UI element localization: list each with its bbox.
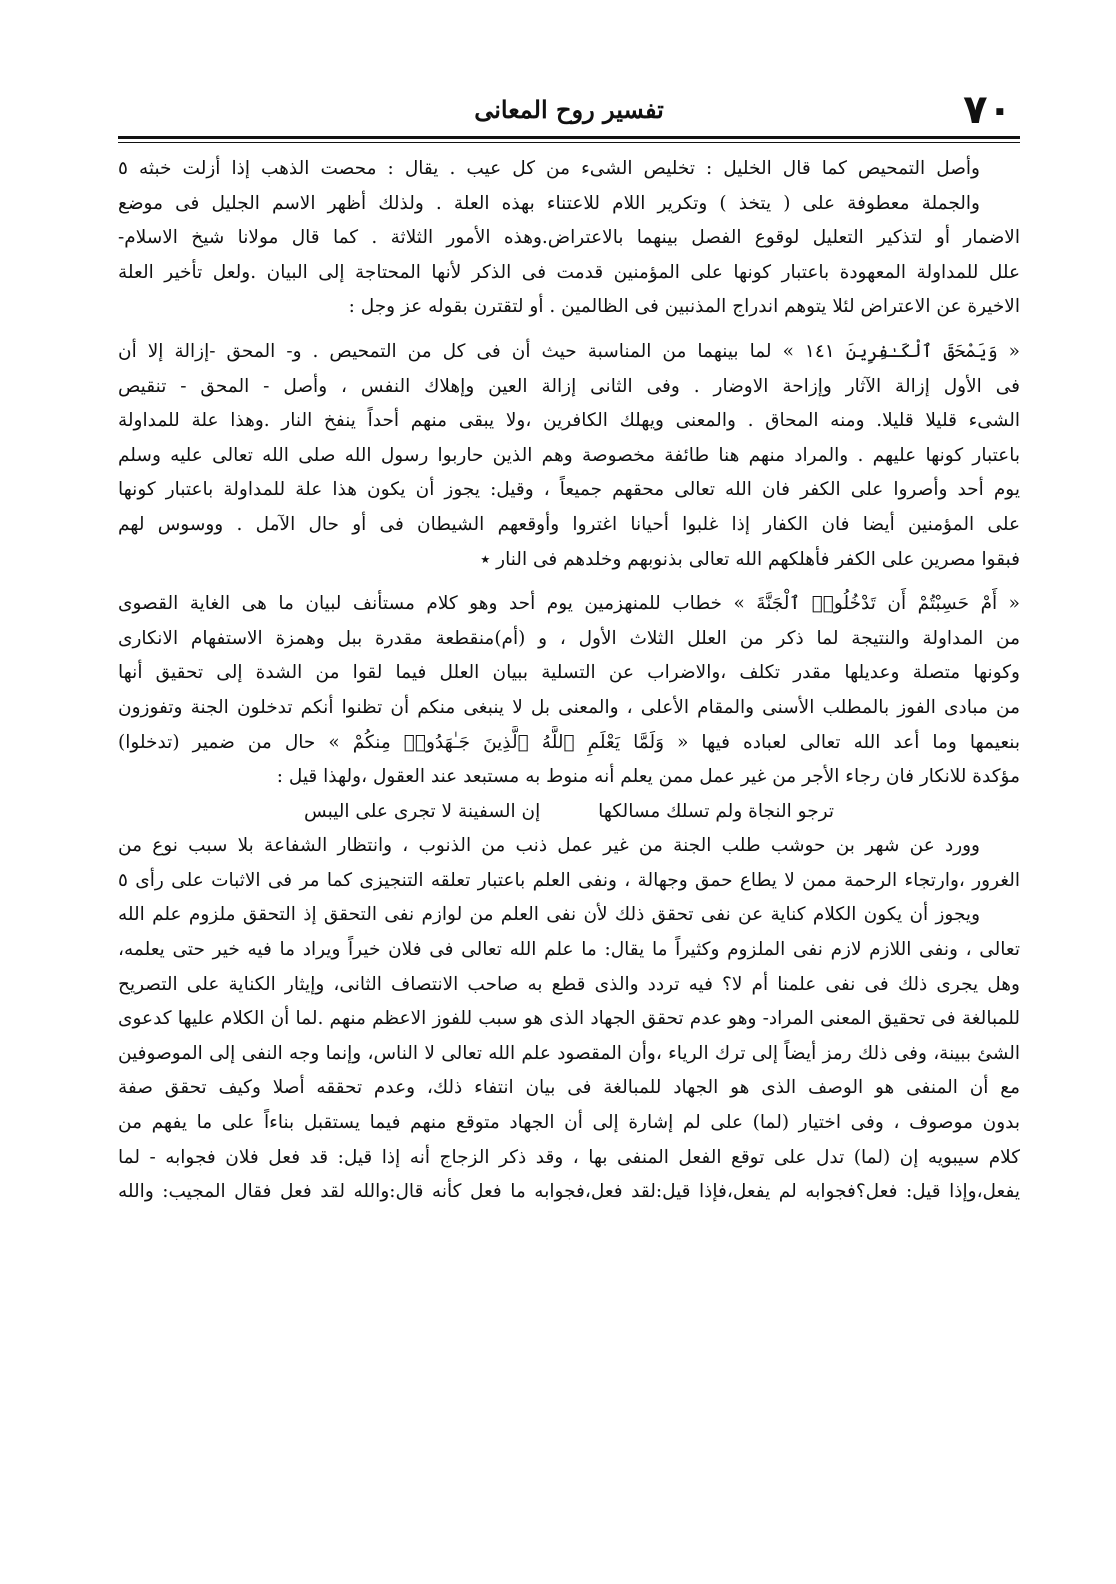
paragraph-gap bbox=[118, 325, 1020, 335]
text-line: يوم أحد وأصروا على الكفر فان الله تعالى محقهم جميعاً ، وقيل: يجوز أن يكون هذا علة للمداولة باعتبار كونها bbox=[118, 479, 1020, 501]
text-line: وكونها متصلة وعديلها مقدر تكلف ،والاضراب عن التسلية ببيان العلل فيما لقوا من الشدة إلى تحقيق أنها bbox=[118, 662, 1020, 684]
verse-hemistich-first: ترجو النجاة ولم تسلك مسالكها bbox=[598, 800, 834, 822]
poetry-verse bbox=[118, 795, 1020, 830]
text-line: وهل يجرى ذلك فى نفى علمنا أم لا؟ فيه تردد والذى قطع به صاحب الانتصاف الثانى، وإيثار الكناية على التصريح bbox=[118, 973, 1020, 995]
page-header bbox=[118, 86, 1020, 134]
running-title: تفسير روح المعانى bbox=[474, 95, 664, 124]
verse-hemistich-second: إن السفينة لا تجرى على اليبس bbox=[303, 800, 541, 822]
paragraph-gap bbox=[118, 577, 1020, 587]
header-rule-thin bbox=[118, 142, 1020, 143]
text-line: تعالى ، ونفى اللازم لازم نفى الملزوم وكثيراً ما يقال: ما علم الله تعالى فى فلان خيراً ويراد ما فيه خير حتى يعلمه، bbox=[118, 939, 1020, 961]
text-line: ويجوز أن يكون الكلام كناية عن نفى تحقق ذلك لأن نفى العلم من لوازم نفى التحقق إذ التحقق ملزوم علم الله bbox=[118, 904, 980, 926]
text-line: كلام سيبويه إن (لما) تدل على توقع الفعل المنفى بها ، وقد ذكر الزجاج أنه إذا قيل: قد فعل فلان فجوابه - لما bbox=[118, 1146, 1020, 1168]
text-line: على المؤمنين أيضا فان الكفار إذا غلبوا أحيانا اغتروا وأوقعهم الشيطان فى أو حال الآمل . ووسوس لهم bbox=[118, 513, 1020, 535]
text-line: الاخيرة عن الاعتراض لئلا يتوهم اندراج المذنبين فى الظالمين . أو لتقترن بقوله عز وجل : bbox=[348, 296, 1020, 318]
text-line: يفعل،وإذا قيل: فعل؟فجوابه لم يفعل،فإذا قيل:لقد فعل،فجوابه ما فعل كأنه قال:والله لقد فعل فقال المجيب: والله bbox=[118, 1181, 1020, 1203]
text-line: الشىء قليلا قليلا. ومنه المحاق . والمعنى ويهلك الكافرين ،ولا يبقى منهم أحداً ينفخ النار .وهذا علة للمداولة bbox=[118, 410, 1020, 432]
text-line: فى الأول إزالة الآثار وإزاحة الاوضار . وفى الثانى إزالة العين وإهلاك النفس ، وأصل - المحق - تنقيص bbox=[118, 375, 1020, 397]
text-line: الغرور ،وارتجاء الرحمة ممن لا يطاع حمق وجهالة ، ونفى العلم باعتبار تعلقه التنجيزى كما مر فى الاثبات على رأى ٥ bbox=[118, 869, 1020, 891]
page-body bbox=[118, 152, 1020, 1210]
text-line: الاضمار أو لتذكير التعليل لوقوع الفصل بينهما بالاعتراض.وهذه الأمور الثلاثة . كما قال مولانا شيخ الاسلام- bbox=[118, 227, 1020, 249]
text-line: مؤكدة للانكار فان رجاء الأجر من غير عمل ممن يعلم أنه منوط به مستبعد عند العقول ،ولهذا قيل : bbox=[276, 766, 1020, 788]
text-line: فبقوا مصرين على الكفر فأهلكهم الله تعالى بذنوبهم وخلدهم فى النار ٭ bbox=[480, 548, 1020, 570]
text-line: بنعيمها وما أعد الله تعالى لعباده فيها « وَلَمَّا يَعْلَمِ ٱللَّهُ ٱلَّذِينَ جَـٰهَدُوا۟ مِنكُمْ » حال من ضمير (تدخلوا) bbox=[118, 731, 1020, 753]
text-line: من المداولة والنتيجة لما ذكر من العلل الثلاث الأول ، و (أم)منقطعة مقدرة ببل وهمزة الاستفهام الانكارى bbox=[118, 627, 1020, 649]
text-line: الشئ ببينة، وفى ذلك رمز أيضاً إلى ترك الرياء ،وأن المقصود علم الله تعالى لا الناس، وإنما وجه النفى إلى الموصوفين bbox=[118, 1042, 1020, 1064]
text-line: وورد عن شهر بن حوشب طلب الجنة من غير عمل ذنب من الذنوب ، وانتظار الشفاعة بلا سبب نوع من bbox=[118, 835, 980, 857]
text-line: وأصل التمحيص كما قال الخليل : تخليص الشىء من كل عيب . يقال : محصت الذهب إذا أزلت خبثه ٥ bbox=[118, 158, 980, 179]
text-line: بدون موصوف ، وفى اختيار (لما) على لم إشارة إلى أن الجهاد متوقع منهم فيما يستقبل بناءاً على ما يفهم من bbox=[118, 1112, 1020, 1134]
text-line: باعتبار كونها عليهم . والمراد منهم هنا طائفة مخصوصة وهم الذين حاربوا رسول الله صلى الله تعالى عليه وسلم bbox=[118, 444, 1020, 466]
text-line: للمبالغة فى تحقيق المعنى المراد- وهو عدم تحقق الجهاد الذى هو سبب للفوز الاعظم منهم .لما أن الكلام عليها كدعوى bbox=[118, 1008, 1020, 1030]
text-line: « أَمْ حَسِبْتُمْ أَن تَدْخُلُوا۟ ٱلْجَنَّةَ » خطاب للمنهزمين يوم أحد وهو كلام مستأنف لبيان ما هى الغاية القصوى bbox=[118, 593, 1020, 615]
header-rule-thick bbox=[118, 136, 1020, 139]
text-line: والجملة معطوفة على ( يتخذ ) وتكرير اللام للاعتناء بهذه العلة . ولذلك أظهر الاسم الجليل فى موضع bbox=[118, 192, 980, 214]
text-line: من مبادى الفوز بالمطلب الأسنى والمقام الأعلى ، والمعنى بل لا ينبغى منكم أن تظنوا أنكم تدخلون الجنة وتفوزون bbox=[118, 696, 1020, 718]
page-number: ٧٠ bbox=[963, 87, 1012, 133]
text-line: علل للمداولة المعهودة باعتبار كونها على المؤمنين قدمت فى الذكر لأنها المحتاجة إلى البيان .ولعل تأخير العلة bbox=[118, 261, 1020, 283]
book-page bbox=[118, 86, 1020, 1506]
text-line: « وَيَمْحَقَ ٱلْكَـٰفِرِينَ ١٤١ » لما بينهما من المناسبة حيث أن فى كل من التمحيص . و- المحق -إزالة إلا أن bbox=[118, 340, 1020, 362]
text-line: مع أن المنفى هو الوصف الذى هو الجهاد للمبالغة فى بيان انتفاء ذلك، وعدم تحققه أصلا وكيف تحقق صفة bbox=[118, 1077, 1020, 1099]
